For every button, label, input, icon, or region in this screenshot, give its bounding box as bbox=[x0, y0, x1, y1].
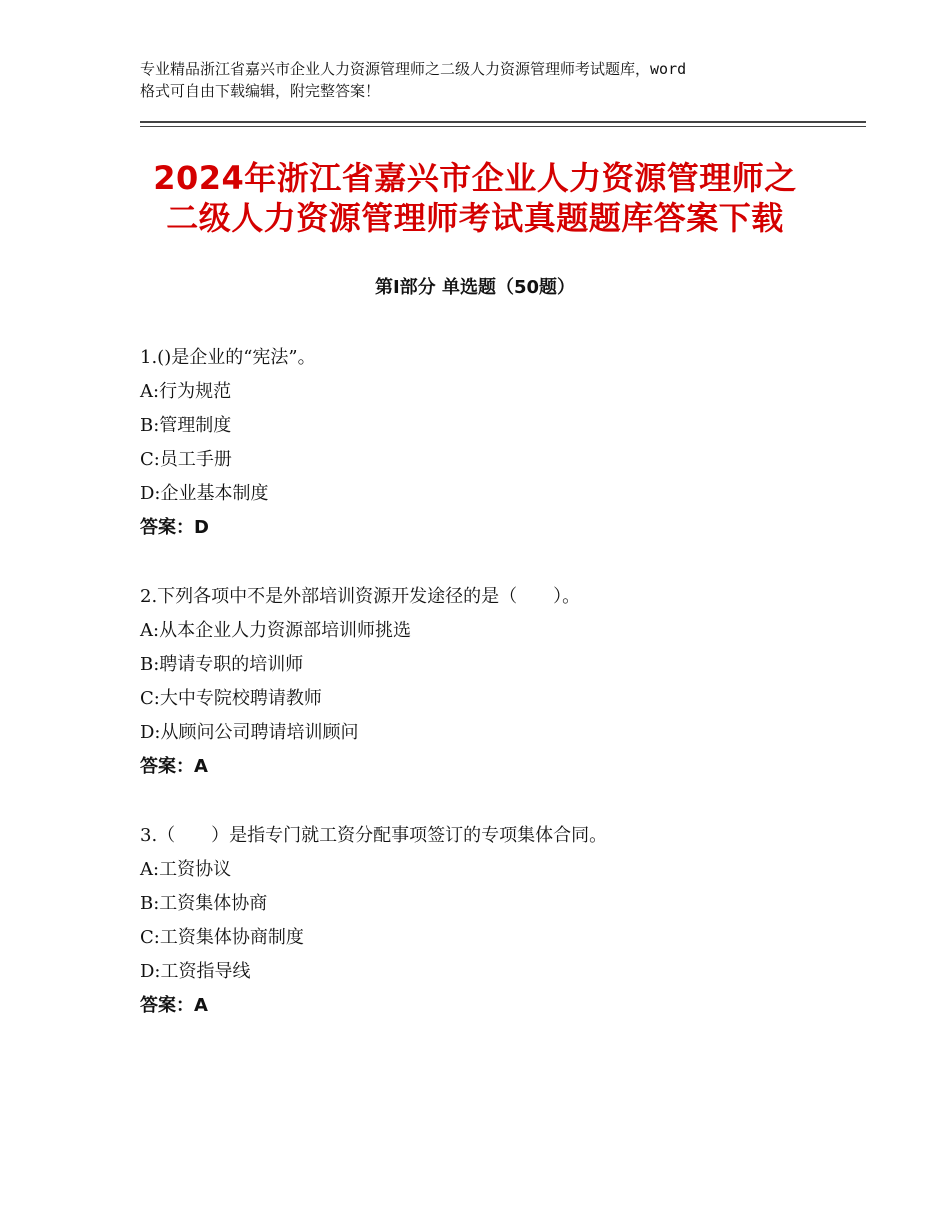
option-a: A:行为规范 bbox=[140, 381, 232, 402]
option-b: B:管理制度 bbox=[140, 415, 232, 436]
option-a: A:从本企业人力资源部培训师挑选 bbox=[140, 620, 412, 641]
question-stem: 2.下列各项中不是外部培训资源开发途径的是（ ）。 bbox=[140, 586, 581, 607]
option-c: C:工资集体协商制度 bbox=[140, 927, 304, 948]
option-b: B:工资集体协商 bbox=[140, 893, 268, 914]
option-a: A:工资协议 bbox=[140, 859, 232, 880]
header-divider-thin bbox=[140, 126, 866, 127]
document-title-line-2: 二级人力资源管理师考试真题题库答案下载 bbox=[166, 199, 784, 237]
option-d: D:从顾问公司聘请培训顾问 bbox=[140, 722, 359, 743]
section-title: 第Ⅰ部分 单选题（50题） bbox=[374, 277, 575, 298]
header-note-line-1: 专业精品浙江省嘉兴市企业人力资源管理师之二级人力资源管理师考试题库，word bbox=[140, 60, 687, 78]
header-note-line-2: 格式可自由下载编辑，附完整答案！ bbox=[140, 82, 381, 100]
header-divider-thick bbox=[140, 121, 866, 123]
document-title bbox=[100, 158, 850, 238]
option-d: D:工资指导线 bbox=[140, 961, 251, 982]
question-2 bbox=[140, 580, 860, 784]
option-d: D:企业基本制度 bbox=[140, 483, 269, 504]
question-1 bbox=[140, 341, 860, 545]
option-c: C:大中专院校聘请教师 bbox=[140, 688, 322, 709]
answer: 答案：A bbox=[140, 756, 208, 777]
document-title-line-1: 2024年浙江省嘉兴市企业人力资源管理师之 bbox=[153, 159, 797, 197]
option-b: B:聘请专职的培训师 bbox=[140, 654, 304, 675]
answer: 答案：A bbox=[140, 995, 208, 1016]
header-note bbox=[140, 58, 820, 102]
question-stem: 1.()是企业的“宪法”。 bbox=[140, 347, 316, 368]
answer: 答案：D bbox=[140, 517, 209, 538]
option-c: C:员工手册 bbox=[140, 449, 232, 470]
question-stem: 3.（ ）是指专门就工资分配事项签订的专项集体合同。 bbox=[140, 825, 608, 846]
question-3 bbox=[140, 819, 860, 1023]
